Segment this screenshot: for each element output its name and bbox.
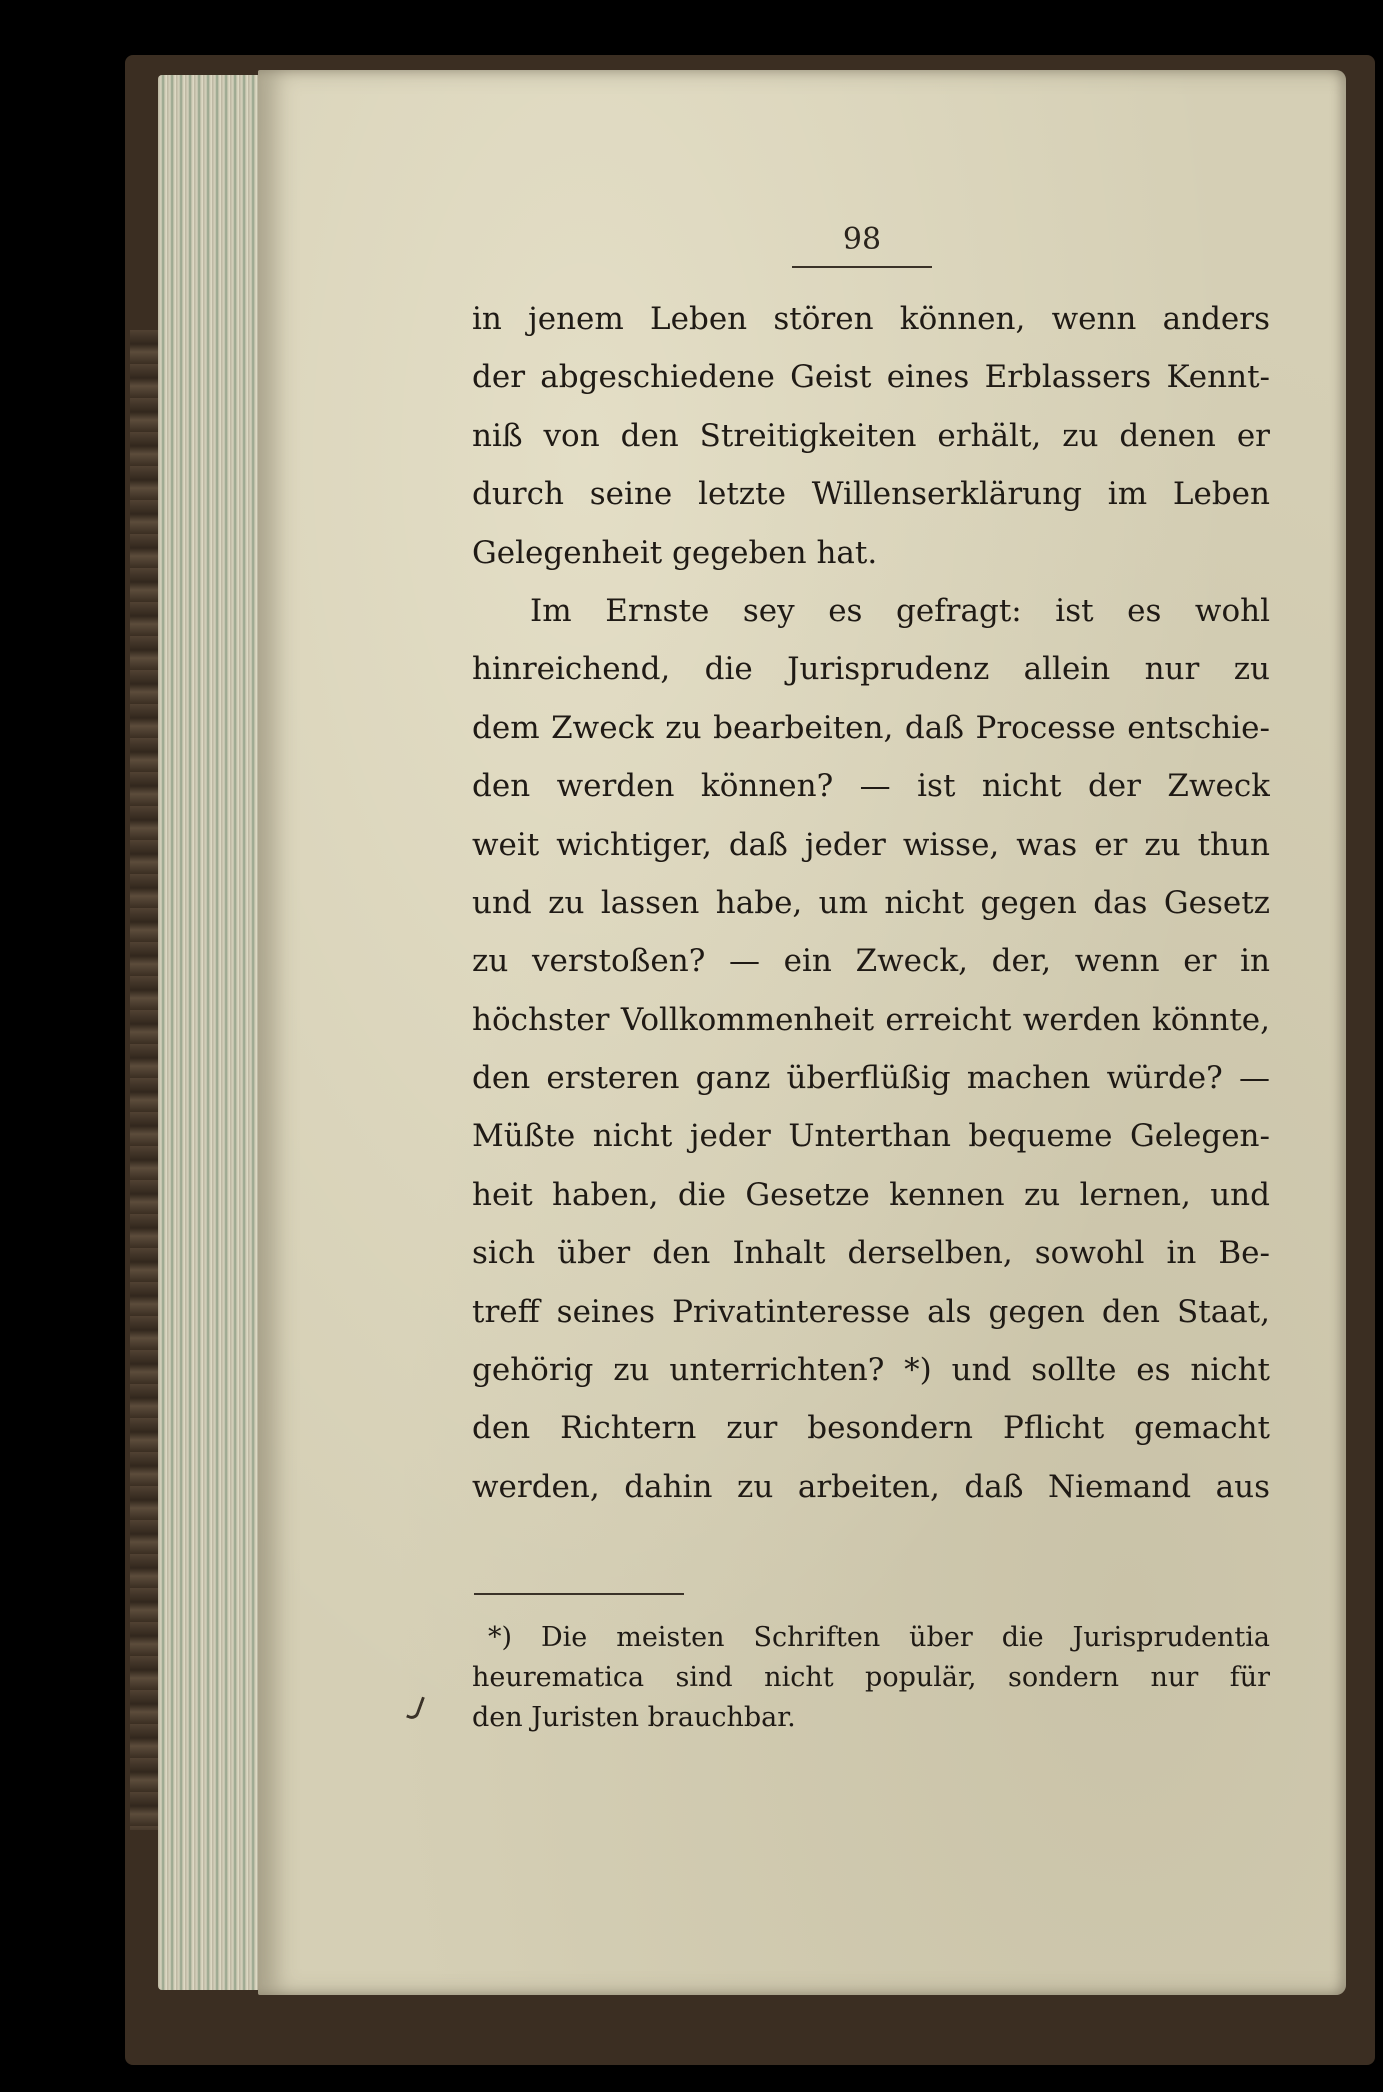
text-line: durch seine letzte Willenserklärung im Leben bbox=[472, 476, 1270, 513]
text-line: zu verstoßen? — ein Zweck, der, wenn er in bbox=[472, 943, 1270, 980]
page-number: 98 bbox=[842, 222, 882, 257]
text-line: den Richtern zur besondern Pflicht gemacht bbox=[472, 1410, 1270, 1447]
text-line: und zu lassen habe, um nicht gegen das Gesetz bbox=[472, 884, 1270, 921]
text-line: den ersteren ganz überflüßig machen würde? — bbox=[472, 1060, 1270, 1097]
text-line: treff seines Privatinteresse als gegen den Staat, bbox=[472, 1293, 1270, 1330]
text-line: in jenem Leben stören können, wenn anders bbox=[472, 301, 1270, 337]
text-line: Im Ernste sey es gefragt: ist es wohl bbox=[530, 592, 1270, 629]
body-text bbox=[472, 290, 1270, 1516]
footnote-line: heurematica sind nicht populär, sondern nur für bbox=[472, 1662, 1270, 1693]
cover-wear-texture bbox=[130, 330, 160, 1830]
page-number-rule bbox=[792, 266, 932, 268]
text-line: niß von den Streitigkeiten erhält, zu denen er bbox=[472, 417, 1270, 454]
page-edges bbox=[158, 75, 268, 1990]
footnote-line: *) Die meisten Schriften über die Jurisprudentia bbox=[488, 1622, 1270, 1653]
text-line: gehörig zu unterrichten? *) und sollte es nicht bbox=[472, 1352, 1270, 1389]
text-line: werden, dahin zu arbeiten, daß Niemand aus bbox=[472, 1468, 1270, 1505]
footnote-line: den Juristen brauchbar. bbox=[472, 1702, 796, 1733]
text-line: weit wichtiger, daß jeder wisse, was er zu thun bbox=[472, 826, 1270, 863]
text-line: heit haben, die Gesetze kennen zu lernen, und bbox=[472, 1176, 1270, 1213]
text-line: Gelegenheit gegeben hat. bbox=[472, 534, 878, 571]
text-line: Müßte nicht jeder Unterthan bequeme Gelegen- bbox=[472, 1118, 1270, 1155]
text-line: hinreichend, die Jurisprudenz allein nur zu bbox=[472, 651, 1270, 688]
text-line: höchster Vollkommenheit erreicht werden könnte, bbox=[472, 1001, 1270, 1038]
text-line: dem Zweck zu bearbeiten, daß Processe entschie- bbox=[472, 709, 1270, 746]
text-line: der abgeschiedene Geist eines Erblassers Kennt- bbox=[472, 359, 1270, 396]
text-line: sich über den Inhalt derselben, sowohl in Be- bbox=[472, 1235, 1270, 1272]
footnote bbox=[472, 1618, 1270, 1738]
text-line: den werden können? — ist nicht der Zweck bbox=[472, 768, 1270, 805]
footnote-rule bbox=[474, 1593, 684, 1595]
